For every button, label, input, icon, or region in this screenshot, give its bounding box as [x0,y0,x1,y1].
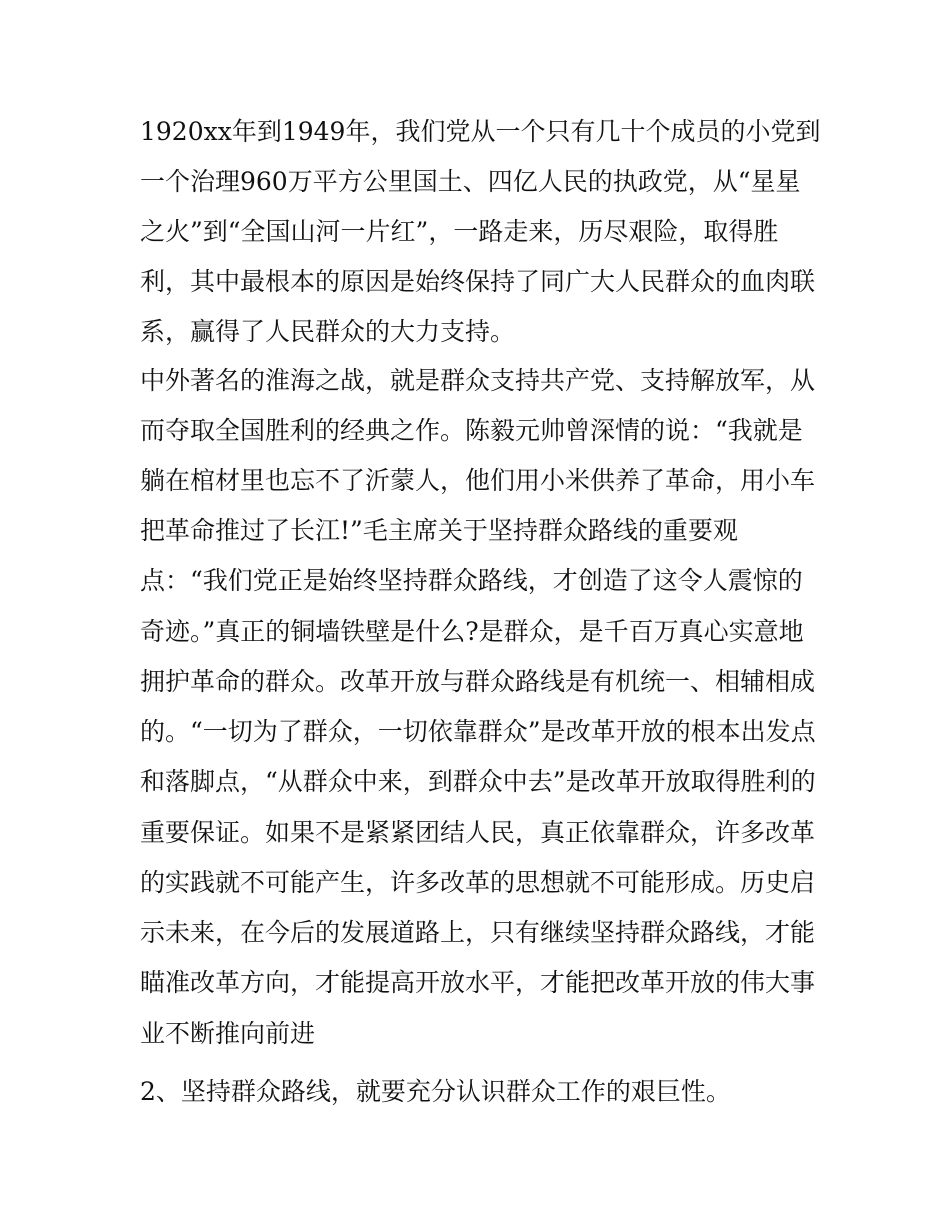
text-line: 1920xx年到1949年，我们党从一个只有几十个成员的小党到 [140,117,821,146]
text-line: 拥护革命的群众。改革开放与群众路线是有机统一、相辅相成 [140,667,816,696]
text-line: 利，其中最根本的原因是始终保持了同广大人民群众的血肉联 [140,267,816,296]
text-line: 的实践就不可能产生，许多改革的思想就不可能形成。历史启 [140,868,816,897]
text-line: 中外著名的淮海之战，就是群众支持共产党、支持解放军，从 [140,366,816,395]
text-line: 重要保证。如果不是紧紧团结人民，真正依靠群众，许多改革 [140,818,816,847]
text-line: 和落脚点，“从群众中来，到群众中去”是改革开放取得胜利的 [140,767,816,796]
text-line: 之火”到“全国山河一片红”，一路走来，历尽艰险，取得胜 [140,217,779,246]
text-line: 一个治理960万平方公里国土、四亿人民的执政党，从“星星 [140,167,801,196]
text-line: 瞄准改革方向，才能提高开放水平，才能把改革开放的伟大事 [140,968,816,997]
text-line: 点：“我们党正是始终坚持群众路线，才创造了这令人震惊的 [140,566,803,595]
text-line: 躺在棺材里也忘不了沂蒙人，他们用小米供养了革命，用小车 [140,466,816,495]
text-line: 业不断推向前进 [140,1019,316,1048]
text-line: 系，赢得了人民群众的大力支持。 [140,317,516,346]
section-heading: 2、坚持群众路线，就要充分认识群众工作的艰巨性。 [140,1077,731,1106]
text-line: 把革命推过了长江!”毛主席关于坚持群众路线的重要观 [140,516,738,545]
text-line: 奇迹。”真正的铜墙铁壁是什么?是群众，是千百万真心实意地 [140,617,804,646]
text-line: 的。“一切为了群众，一切依靠群众”是改革开放的根本出发点 [140,717,816,746]
text-line: 示未来，在今后的发展道路上，只有继续坚持群众路线，才能 [140,918,816,947]
text-line: 而夺取全国胜利的经典之作。陈毅元帅曾深情的说：“我就是 [140,416,803,445]
